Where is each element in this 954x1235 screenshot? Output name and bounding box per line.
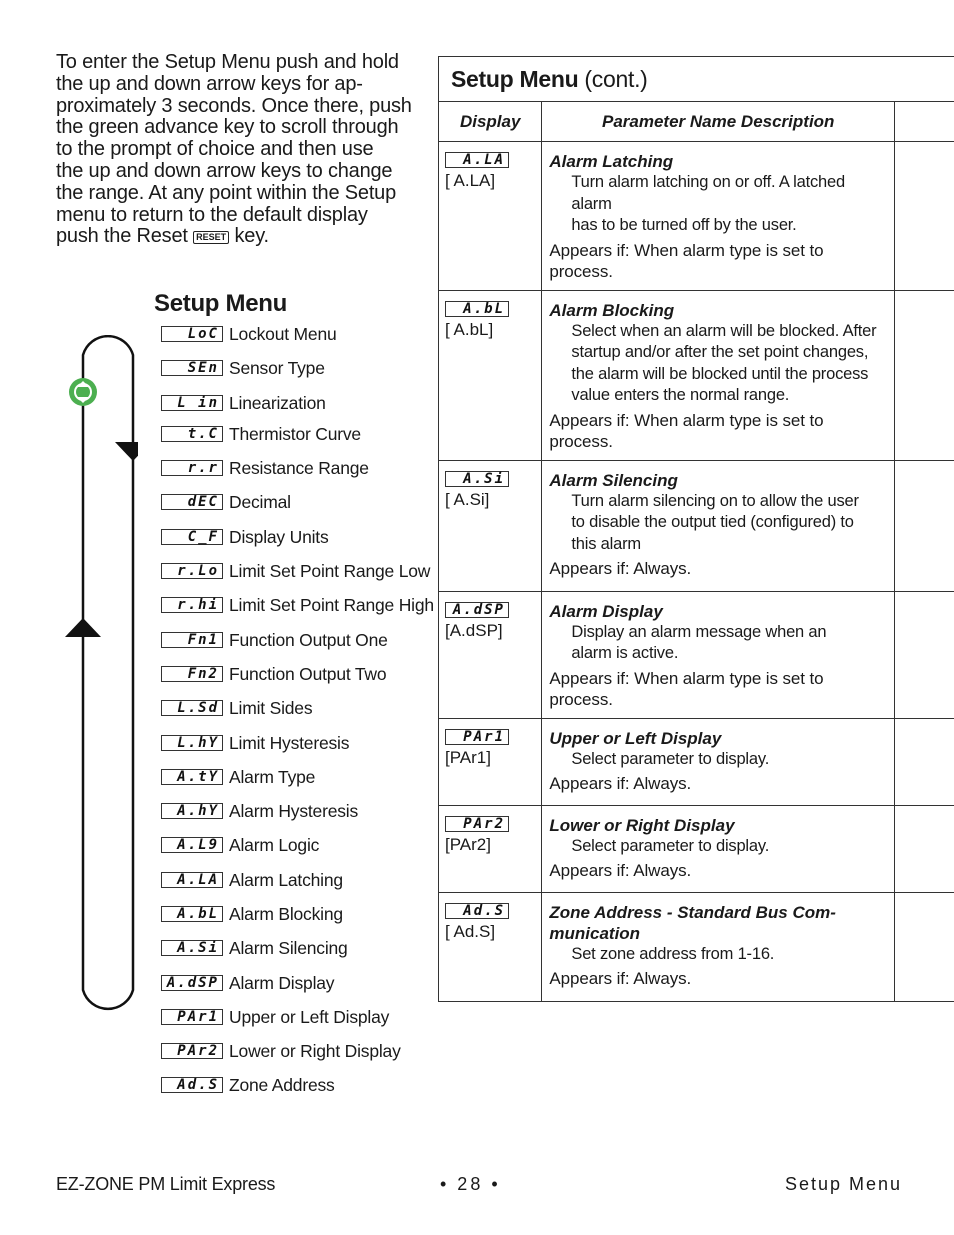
parameter-description-line: Turn alarm silencing on to allow the user — [571, 491, 859, 510]
parameter-description-line: alarm is active. — [571, 644, 679, 662]
display-prompt: A.dSP — [445, 602, 509, 618]
parameter-description-line: Display an alarm message when an — [571, 622, 827, 641]
display-prompt: A.LA — [445, 152, 509, 168]
table-row — [439, 460, 954, 591]
menu-item-label: Limit Sides — [229, 697, 313, 718]
display-cell — [439, 892, 542, 1001]
display-prompt: L in — [161, 395, 223, 411]
display-prompt: Ad.S — [445, 903, 509, 919]
menu-item — [161, 698, 312, 718]
display-prompt: L.Sd — [161, 700, 223, 716]
menu-item — [161, 492, 291, 512]
menu-item-label: Alarm Hysteresis — [229, 800, 359, 821]
menu-item-label: Alarm Latching — [229, 869, 343, 890]
table-row — [439, 805, 954, 892]
description-cell — [542, 591, 895, 718]
parameter-description-line: Select parameter to display. — [571, 836, 770, 855]
menu-item — [161, 835, 319, 855]
menu-item-label: Display Units — [229, 526, 329, 547]
parameter-name: Alarm Silencing — [549, 470, 678, 490]
display-prompt: C_F — [161, 529, 223, 545]
setup-menu-table — [438, 56, 954, 1002]
parameter-name: Alarm Display — [549, 601, 663, 621]
display-prompt: PAr1 — [445, 729, 509, 745]
menu-item — [161, 358, 325, 378]
reset-key-icon: RESET — [193, 231, 229, 244]
parameter-name: Alarm Blocking — [549, 300, 675, 320]
blank-cell — [895, 892, 954, 1001]
green-advance-key-icon — [69, 378, 97, 406]
display-code: [ A.bL] — [445, 319, 494, 339]
parameter-description-line: value enters the normal range. — [571, 386, 790, 404]
display-prompt: Fn2 — [161, 666, 223, 682]
loop-path — [83, 336, 133, 1009]
table-row — [439, 718, 954, 805]
table-row — [439, 142, 954, 291]
display-prompt: A.LA — [161, 872, 223, 888]
appears-if: Appears if: Always. — [549, 861, 692, 880]
intro-line: the up and down arrow keys for ap- — [56, 72, 363, 95]
table-row — [439, 892, 954, 1001]
menu-item — [161, 630, 388, 650]
display-prompt: r.Lo — [161, 563, 223, 579]
display-prompt: SEn — [161, 360, 223, 376]
intro-line: the up and down arrow keys to change — [56, 159, 393, 182]
blank-cell — [895, 142, 954, 291]
menu-item-label: Alarm Display — [229, 972, 335, 993]
appears-if: Appears if: Always. — [549, 559, 692, 578]
display-code: [ A.LA] — [445, 171, 496, 190]
parameter-description-line: Turn alarm latching on or off. A latched alarm — [571, 173, 845, 213]
description-cell — [542, 892, 895, 1001]
footer-page-number: • 28 • — [440, 1174, 501, 1194]
menu-item-label: Thermistor Curve — [229, 423, 361, 444]
appears-if: Appears if: Always. — [549, 774, 692, 793]
display-cell — [439, 591, 542, 718]
parameter-name: Zone Address - Standard Bus Com- munication — [549, 902, 836, 943]
menu-item-label: Lockout Menu — [229, 323, 337, 344]
display-prompt: A.hY — [161, 803, 223, 819]
menu-item-label: Alarm Silencing — [229, 937, 348, 958]
intro-paragraph — [56, 52, 436, 248]
parameter-description-line: has to be turned off by the user. — [571, 216, 797, 234]
menu-item-label: Limit Set Point Range Low — [229, 560, 431, 581]
display-prompt: t.C — [161, 426, 223, 442]
menu-item-label: Function Output Two — [229, 663, 387, 684]
table-header-row — [439, 102, 954, 142]
display-prompt: r.hi — [161, 597, 223, 613]
display-prompt: A.Si — [445, 471, 509, 487]
table-row — [439, 290, 954, 460]
description-cell — [542, 805, 895, 892]
table-body — [439, 142, 954, 1002]
parameter-description-line: Set zone address from 1-16. — [571, 944, 775, 963]
display-code: [PAr1] — [445, 747, 491, 767]
parameter-name: Upper or Left Display — [549, 728, 722, 748]
menu-item — [161, 424, 361, 444]
menu-item-label: Function Output One — [229, 629, 388, 650]
blank-cell — [895, 718, 954, 805]
intro-line: the green advance key to scroll through — [56, 116, 399, 139]
menu-item — [161, 393, 326, 413]
menu-item — [161, 733, 349, 753]
column-header-blank — [895, 102, 954, 142]
menu-item-label: Alarm Blocking — [229, 903, 343, 924]
blank-cell — [895, 805, 954, 892]
display-cell — [439, 718, 542, 805]
menu-item — [161, 801, 358, 821]
parameter-description-line: Select parameter to display. — [571, 749, 770, 768]
parameter-description-line: this alarm — [571, 534, 641, 553]
display-prompt: A.dSP — [161, 975, 223, 991]
menu-item — [161, 870, 343, 890]
setup-menu-title: Setup Menu — [154, 290, 287, 317]
appears-if: Appears if: When alarm type is set to process. — [549, 668, 824, 709]
footer-product: EZ-ZONE PM Limit Express — [56, 1174, 276, 1194]
intro-line: proximately 3 seconds. Once there, push — [56, 94, 412, 117]
column-header-display: Display — [439, 102, 542, 142]
menu-item-label: Alarm Logic — [229, 834, 320, 855]
menu-item-label: Zone Address — [229, 1074, 335, 1095]
intro-line-last — [56, 226, 436, 248]
appears-if: Appears if: Always. — [549, 969, 692, 988]
menu-item-label: Resistance Range — [229, 457, 369, 478]
display-prompt: A.Si — [161, 940, 223, 956]
menu-item-label: Lower or Right Display — [229, 1040, 401, 1061]
menu-navigation-loop-diagram — [62, 335, 138, 1015]
menu-item — [161, 973, 334, 993]
intro-text: push the Reset — [56, 225, 194, 248]
parameter-name: Alarm Latching — [549, 152, 674, 171]
menu-item — [161, 561, 430, 581]
menu-item-label: Decimal — [229, 491, 291, 512]
table-title: Setup Menu (cont.) — [451, 65, 648, 92]
menu-item — [161, 1041, 401, 1061]
display-prompt: PAr2 — [445, 816, 509, 832]
parameter-name: Lower or Right Display — [549, 815, 735, 835]
display-cell — [439, 460, 542, 591]
menu-item — [161, 664, 386, 684]
display-cell — [439, 290, 542, 460]
display-prompt: Fn1 — [161, 632, 223, 648]
display-prompt: A.bL — [445, 301, 509, 317]
display-code: [PAr2] — [445, 834, 491, 854]
appears-if: Appears if: When alarm type is set to process. — [549, 240, 824, 281]
display-prompt: PAr1 — [161, 1009, 223, 1025]
menu-item — [161, 767, 315, 787]
appears-if: Appears if: When alarm type is set to process. — [549, 410, 824, 451]
menu-item-label: Linearization — [229, 392, 326, 413]
blank-cell — [895, 290, 954, 460]
description-cell — [542, 142, 895, 291]
up-arrow-icon — [65, 618, 101, 637]
display-prompt: A.L9 — [161, 837, 223, 853]
intro-line: the range. At any point within the Setup — [56, 181, 397, 204]
intro-line: To enter the Setup Menu push and hold — [56, 51, 399, 73]
description-cell — [542, 290, 895, 460]
menu-item-label: Limit Hysteresis — [229, 732, 350, 753]
display-prompt: PAr2 — [161, 1043, 223, 1059]
menu-item-label: Limit Set Point Range High — [229, 594, 434, 615]
table-title-row — [439, 57, 954, 102]
description-cell — [542, 460, 895, 591]
parameter-description-line: Select when an alarm will be blocked. After — [571, 321, 877, 340]
menu-item — [161, 458, 369, 478]
table-row — [439, 591, 954, 718]
display-prompt: Ad.S — [161, 1077, 223, 1093]
blank-cell — [895, 460, 954, 591]
intro-line: to the prompt of choice and then use — [56, 138, 374, 161]
intro-text: key. — [229, 225, 269, 248]
menu-item-label: Sensor Type — [229, 357, 325, 378]
display-code: [ A.Si] — [445, 489, 490, 509]
parameter-description-line: to disable the output tied (configured) to — [571, 513, 854, 531]
parameter-description-line: startup and/or after the set point changes, — [571, 343, 869, 361]
display-code: [A.dSP] — [445, 620, 503, 640]
display-prompt: dEC — [161, 494, 223, 510]
column-header-description: Parameter Name Description — [542, 102, 895, 142]
menu-item — [161, 595, 434, 615]
display-prompt: A.bL — [161, 906, 223, 922]
footer-section: Setup Menu — [785, 1174, 903, 1194]
down-arrow-icon — [115, 442, 138, 461]
intro-line: menu to return to the default display — [56, 203, 368, 226]
parameter-description-line: the alarm will be blocked until the process — [571, 364, 869, 383]
blank-cell — [895, 591, 954, 718]
menu-item — [161, 1075, 335, 1095]
display-prompt: L.hY — [161, 735, 223, 751]
display-cell — [439, 142, 542, 291]
menu-item — [161, 938, 348, 958]
display-prompt: r.r — [161, 460, 223, 476]
menu-item — [161, 324, 337, 344]
menu-item — [161, 1007, 389, 1027]
display-prompt: A.tY — [161, 769, 223, 785]
display-code: [ Ad.S] — [445, 921, 496, 941]
menu-item-label: Alarm Type — [229, 766, 316, 787]
menu-item-label: Upper or Left Display — [229, 1006, 390, 1027]
description-cell — [542, 718, 895, 805]
menu-item — [161, 904, 343, 924]
display-prompt: LoC — [161, 326, 223, 342]
menu-item — [161, 527, 329, 547]
display-cell — [439, 805, 542, 892]
